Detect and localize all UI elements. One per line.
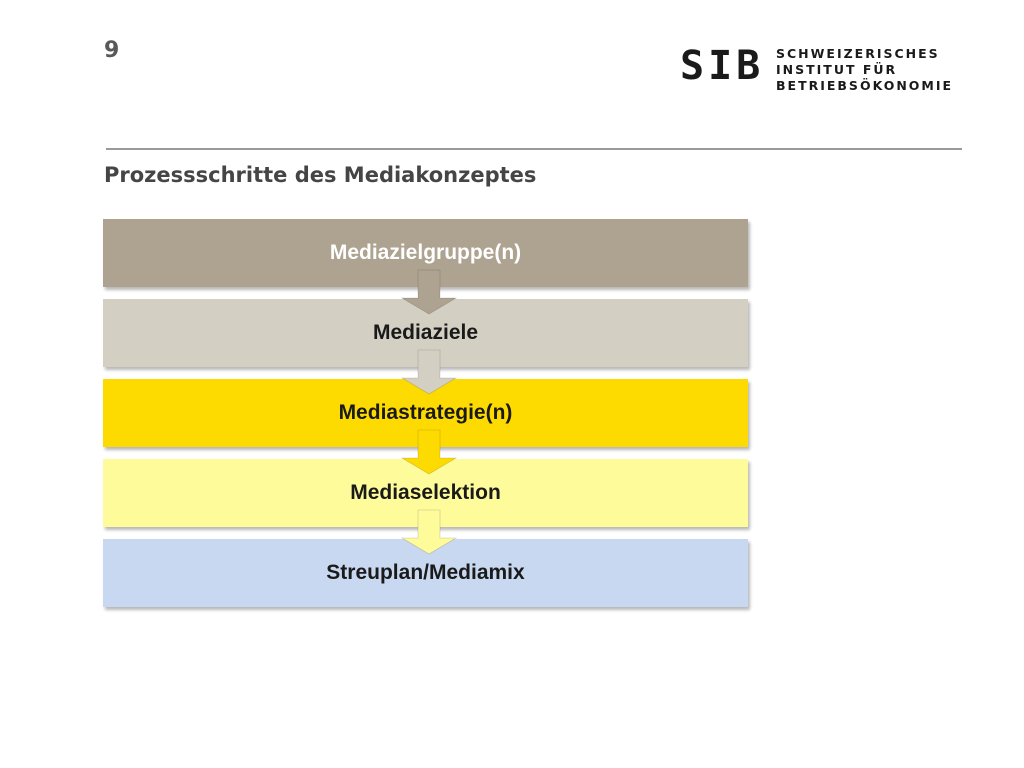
logo-line-1: SCHWEIZERISCHES [776, 46, 940, 61]
down-arrow-icon [402, 430, 456, 474]
header-divider [106, 148, 962, 150]
logo-mark: SIB [680, 43, 765, 89]
down-arrow-icon [402, 350, 456, 394]
logo-line-2: INSTITUT FÜR [776, 62, 898, 77]
process-step-label: Mediaziele [372, 321, 479, 344]
down-arrow-icon [402, 270, 456, 314]
down-arrow-icon [402, 510, 456, 554]
logo-text [776, 46, 953, 94]
process-step-label: Mediazielgruppe(n) [329, 241, 522, 264]
process-step-label: Streuplan/Mediamix [326, 561, 525, 584]
page-title: Prozessschritte des Mediakonzeptes [104, 163, 537, 187]
process-step-label: Mediastrategie(n) [338, 401, 513, 424]
slide-number: 9 [104, 38, 120, 63]
logo-line-3: BETRIEBSÖKONOMIE [776, 78, 954, 93]
process-step-label: Mediaselektion [350, 481, 501, 504]
